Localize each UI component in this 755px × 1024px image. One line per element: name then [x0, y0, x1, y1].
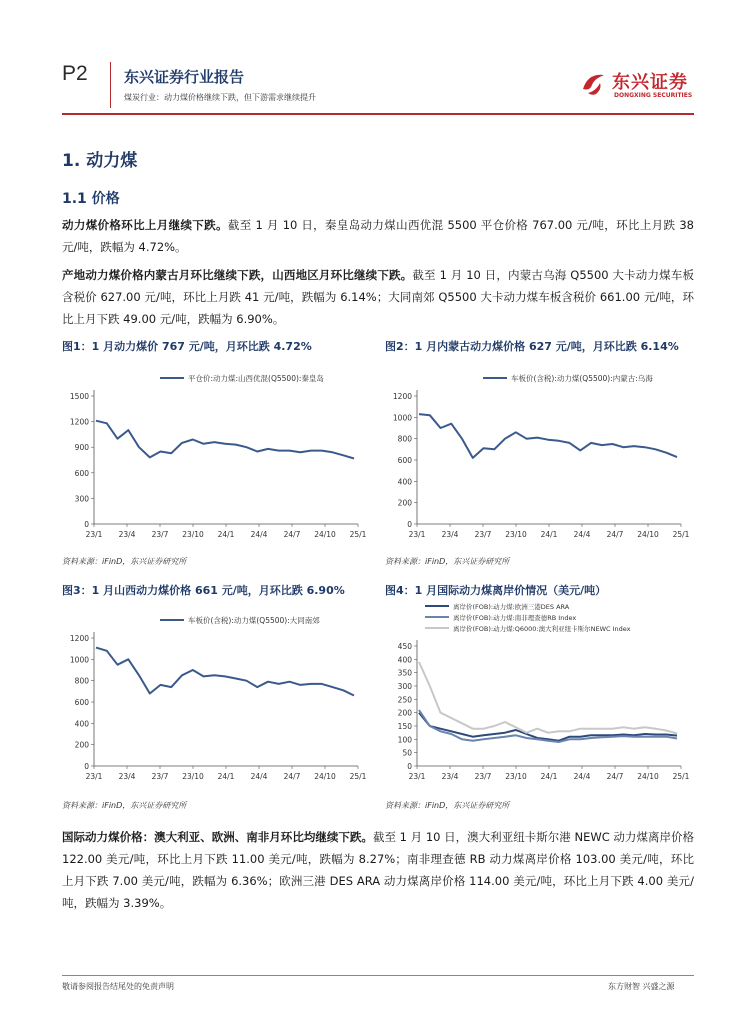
header-divider	[110, 62, 111, 108]
report-subtitle: 煤炭行业：动力煤价格继续下跌，但下游需求继续提升	[124, 93, 316, 102]
x-tick-label: 24/1	[540, 530, 558, 539]
paragraph-lead: 动力煤价格环比上月继续下跌。	[62, 218, 228, 232]
y-tick-label: 1200	[69, 634, 89, 643]
y-tick-label: 200	[397, 498, 412, 508]
x-tick-label: 24/7	[283, 530, 301, 539]
legend-label: 离岸价(FOB):动力煤:南非理查德RB Index	[453, 614, 577, 622]
y-tick-label: 350	[397, 668, 412, 678]
x-tick-label: 24/4	[573, 772, 591, 781]
x-tick-label: 23/10	[182, 772, 204, 781]
y-tick-label: 600	[74, 468, 89, 478]
x-tick-label: 24/7	[283, 772, 301, 781]
page-number: P2	[62, 62, 88, 85]
x-tick-label: 23/1	[85, 772, 103, 781]
y-tick-label: 0	[407, 762, 412, 771]
figure-3-title: 图3：1 月山西动力煤价格 661 元/吨，月环比跌 6.90%	[62, 584, 345, 597]
x-tick-label: 24/1	[217, 772, 235, 781]
x-tick-label: 23/7	[151, 530, 169, 539]
paragraph-1	[62, 214, 694, 258]
x-tick-label: 24/10	[314, 530, 336, 539]
header-rule	[62, 113, 694, 115]
paragraph-body: 截至 1 月 10 日，澳大利亚纽卡斯尔港 NEWC 动力煤离岸价格 122.00 美元/吨，环比上月下跌 11.00 美元/吨，跌幅为 8.27%；南非理查德 RB 动力煤离岸价格 103.00 美元/吨，环比上月下跌 7.00 美元/吨，跌幅为 6.36%；欧洲三港 DES ARA 动力煤离岸价格 114.00 美元/吨，环比上月下跌 4.00 美元/吨，跌幅为 3.39%。	[62, 830, 695, 910]
paragraph-lead: 国际动力煤价格：澳大利亚、欧洲、南非月环比均继续下跌。	[62, 830, 373, 844]
x-tick-label: 24/4	[573, 530, 591, 539]
x-tick-label: 23/7	[151, 772, 169, 781]
figure-source: 资料来源：iFinD，东兴证券研究所	[62, 801, 187, 810]
chart-3	[62, 600, 372, 788]
x-tick-label: 23/4	[441, 772, 459, 781]
y-tick-label: 400	[397, 477, 412, 487]
x-tick-label: 23/4	[118, 530, 136, 539]
y-tick-label: 50	[402, 748, 412, 758]
y-tick-label: 600	[397, 456, 412, 465]
paragraph-3	[62, 826, 694, 914]
x-tick-label: 23/10	[182, 530, 204, 539]
x-tick-label: 24/10	[637, 772, 659, 781]
figure-4-title: 图4：1 月国际动力煤离岸价情况（美元/吨）	[385, 584, 607, 597]
x-tick-label: 23/1	[408, 772, 426, 781]
x-tick-label: 23/10	[505, 772, 527, 781]
subsection-heading: 1.1 价格	[62, 191, 120, 207]
x-tick-label: 23/7	[474, 530, 492, 539]
paragraph-body: 截至 1 月 10 日，秦皇岛动力煤山西优混 5500 平仓价格 767.00 元/吨，环比上月跌 38 元/吨，跌幅为 4.72%。	[62, 218, 694, 254]
y-tick-label: 200	[397, 708, 412, 718]
x-tick-label: 24/4	[250, 530, 268, 539]
x-tick-label: 23/1	[408, 530, 426, 539]
x-tick-label: 24/7	[606, 772, 624, 781]
y-tick-label: 1200	[392, 392, 412, 401]
y-tick-label: 0	[407, 520, 412, 529]
x-tick-label: 25/1	[672, 530, 690, 539]
y-tick-label: 900	[74, 443, 89, 453]
x-tick-label: 23/7	[474, 772, 492, 781]
figure-2-title: 图2：1 月内蒙古动力煤价格 627 元/吨，月环比跌 6.14%	[385, 340, 679, 353]
figure-source: 资料来源：iFinD，东兴证券研究所	[385, 801, 510, 810]
chart-4	[385, 600, 695, 788]
chart-1	[62, 358, 372, 546]
y-tick-label: 400	[74, 719, 89, 729]
x-tick-label: 24/10	[314, 772, 336, 781]
logo-text: 东兴证券	[612, 72, 688, 93]
y-tick-label: 1200	[69, 417, 89, 427]
x-tick-label: 24/1	[540, 772, 558, 781]
y-tick-label: 0	[84, 520, 89, 529]
report-title: 东兴证券行业报告	[124, 68, 245, 86]
legend-label: 平仓价:动力煤:山西优混(Q5500):秦皇岛	[188, 374, 324, 383]
x-tick-label: 23/10	[505, 530, 527, 539]
y-tick-label: 1500	[69, 392, 89, 401]
x-tick-label: 24/1	[217, 530, 235, 539]
x-tick-label: 24/7	[606, 530, 624, 539]
figure-source: 资料来源：iFinD，东兴证券研究所	[385, 557, 510, 566]
y-tick-label: 1000	[392, 413, 412, 423]
y-tick-label: 1000	[69, 655, 89, 665]
footer-slogan: 东方财智 兴盛之源	[608, 982, 675, 991]
series-line	[419, 414, 677, 458]
x-tick-label: 25/1	[349, 772, 367, 781]
x-tick-label: 23/4	[441, 530, 459, 539]
footer-rule	[62, 975, 694, 976]
legend-label: 离岸价(FOB):动力煤:Q6000:澳大利亚纽卡斯尔NEWC Index	[453, 625, 631, 633]
series-line	[96, 421, 354, 459]
y-tick-label: 800	[74, 676, 89, 686]
legend-label: 离岸价(FOB):动力煤:欧洲三港DES ARA	[453, 603, 570, 611]
footer-disclaimer: 敬请参阅报告结尾处的免责声明	[62, 982, 174, 991]
paragraph-body: 截至 1 月 10 日，内蒙古乌海 Q5500 大卡动力煤车板含税价 627.00 元/吨，环比上月跌 41 元/吨，跌幅为 6.14%；大同南郊 Q5500 大卡动力煤车板含税价 661.00 元/吨，环比上月下跌 49.00 元/吨，跌幅为 6.90%。	[62, 268, 695, 326]
legend-label: 车板价(含税):动力煤(Q5500):大同南郊	[188, 616, 320, 625]
series-line	[96, 648, 354, 696]
y-tick-label: 250	[397, 695, 412, 705]
logo-text-en: DONGXING SECURITIES	[614, 92, 693, 99]
y-tick-label: 400	[397, 655, 412, 665]
y-tick-label: 450	[397, 642, 412, 651]
figure-1-title: 图1：1 月动力煤价 767 元/吨，月环比跌 4.72%	[62, 340, 312, 353]
series-line	[419, 662, 677, 734]
paragraph-lead: 产地动力煤价格内蒙古月环比继续下跌，山西地区月环比继续下跌。	[62, 268, 413, 282]
x-tick-label: 24/4	[250, 772, 268, 781]
section-heading: 1. 动力煤	[62, 151, 138, 171]
figure-source: 资料来源：iFinD，东兴证券研究所	[62, 557, 187, 566]
y-tick-label: 200	[74, 740, 89, 750]
y-tick-label: 100	[397, 735, 412, 745]
y-tick-label: 600	[74, 698, 89, 707]
x-tick-label: 25/1	[672, 772, 690, 781]
y-tick-label: 800	[397, 434, 412, 444]
y-tick-label: 150	[397, 722, 412, 731]
x-tick-label: 24/10	[637, 530, 659, 539]
legend-label: 车板价(含税):动力煤(Q5500):内蒙古:乌海	[511, 374, 653, 383]
y-tick-label: 300	[74, 494, 89, 504]
series-line	[419, 710, 677, 742]
y-tick-label: 300	[397, 682, 412, 691]
paragraph-2	[62, 264, 694, 330]
x-tick-label: 23/1	[85, 530, 103, 539]
x-tick-label: 23/4	[118, 772, 136, 781]
y-tick-label: 0	[84, 762, 89, 771]
chart-2	[385, 358, 695, 546]
x-tick-label: 25/1	[349, 530, 367, 539]
dongxing-logo-icon	[580, 69, 608, 97]
